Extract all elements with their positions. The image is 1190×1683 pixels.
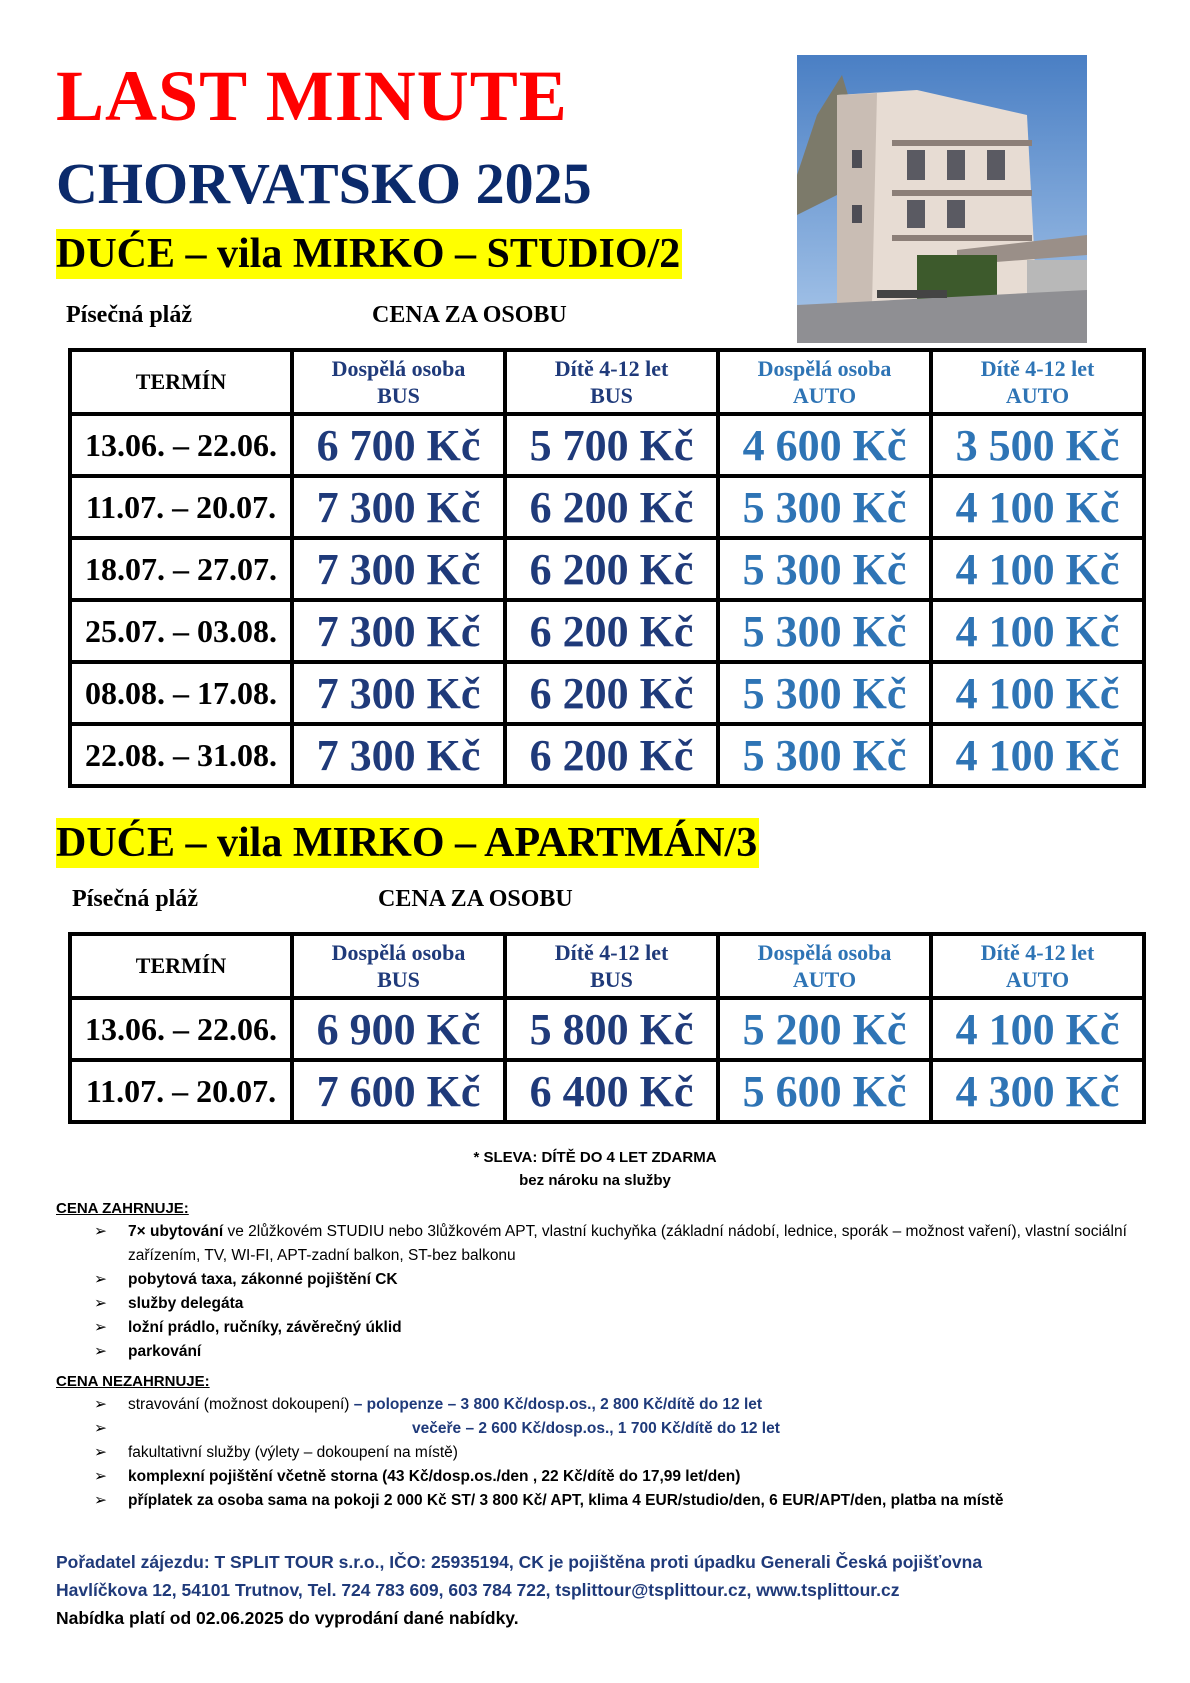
price-cell: 4 100 Kč [931, 600, 1144, 662]
term-cell: 11.07. – 20.07. [70, 476, 292, 538]
price-cell: 6 200 Kč [505, 538, 718, 600]
beach-label: Písečná pláž [72, 886, 198, 912]
price-cell: 5 600 Kč [718, 1060, 931, 1122]
price-cell: 7 300 Kč [292, 724, 505, 786]
price-cell: 6 700 Kč [292, 414, 505, 476]
arrow-bullet-icon: ➢ [94, 1492, 107, 1509]
price-cell: 4 100 Kč [931, 476, 1144, 538]
price-cell: 5 300 Kč [718, 600, 931, 662]
footer [56, 1548, 1156, 1632]
price-cell: 7 300 Kč [292, 476, 505, 538]
column-header: TERMÍN [70, 934, 292, 998]
term-cell: 18.07. – 27.07. [70, 538, 292, 600]
price-cell: 5 300 Kč [718, 662, 931, 724]
price-cell: 3 500 Kč [931, 414, 1144, 476]
column-header: Dospělá osoba BUS [292, 350, 505, 414]
price-cell: 4 300 Kč [931, 1060, 1144, 1122]
discount-condition: bez nároku na služby [519, 1172, 671, 1189]
price-cell: 6 400 Kč [505, 1060, 718, 1122]
term-cell: 13.06. – 22.06. [70, 414, 292, 476]
arrow-bullet-icon: ➢ [94, 1468, 107, 1485]
price-cell: 4 100 Kč [931, 998, 1144, 1060]
table-header-row [70, 934, 1144, 998]
arrow-bullet-icon: ➢ [94, 1295, 107, 1312]
table-row [70, 1060, 1144, 1122]
term-cell: 13.06. – 22.06. [70, 998, 292, 1060]
country-title: CHORVATSKO 2025 [56, 151, 592, 216]
arrow-bullet-icon: ➢ [94, 1271, 107, 1288]
list-item: ➢ pobytová taxa, zákonné pojištění CK [94, 1268, 1134, 1292]
price-cell: 7 300 Kč [292, 662, 505, 724]
organizer-line: Pořadatel zájezdu: T SPLIT TOUR s.r.o., IČO: 25935194, CK je pojištěna proti úpadku Generali Česká pojišťovna [56, 1552, 983, 1572]
column-header: Dospělá osoba AUTO [718, 934, 931, 998]
arrow-bullet-icon: ➢ [94, 1223, 107, 1240]
table-row [70, 998, 1144, 1060]
table-row [70, 724, 1144, 786]
validity-line: Nabídka platí od 02.06.2025 do vyprodání dané nabídky. [56, 1608, 519, 1628]
term-cell: 08.08. – 17.08. [70, 662, 292, 724]
price-cell: 6 200 Kč [505, 724, 718, 786]
price-cell: 5 300 Kč [718, 724, 931, 786]
column-header: Dítě 4-12 let AUTO [931, 350, 1144, 414]
list-item: ➢ příplatek za osoba sama na pokoji 2 000 Kč ST/ 3 800 Kč/ APT, klima 4 EUR/studio/den, 6 EUR/APT/den, platba na místě [94, 1489, 1154, 1513]
list-item: ➢ komplexní pojištění včetně storna (43 Kč/dosp.os./den , 22 Kč/dítě do 17,99 let/den) [94, 1465, 1154, 1489]
list-item: ➢ večeře – 2 600 Kč/dosp.os., 1 700 Kč/dítě do 12 let [94, 1417, 1154, 1441]
list-item: ➢ služby delegáta [94, 1292, 1134, 1316]
price-cell: 4 100 Kč [931, 724, 1144, 786]
excludes-title: CENA NEZAHRNUJE: [56, 1373, 210, 1390]
column-header: Dospělá osoba AUTO [718, 350, 931, 414]
column-header: Dospělá osoba BUS [292, 934, 505, 998]
price-table-studio [68, 348, 1146, 788]
term-cell: 22.08. – 31.08. [70, 724, 292, 786]
price-cell: 7 600 Kč [292, 1060, 505, 1122]
discount-line: * SLEVA: DÍTĚ DO 4 LET ZDARMA [473, 1149, 717, 1166]
excludes-list [94, 1393, 1154, 1513]
list-item: ➢ fakultativní služby (výlety – dokoupení na místě) [94, 1441, 1154, 1465]
offer-heading-studio: DUĆE – vila MIRKO – STUDIO/2 [56, 231, 681, 277]
arrow-bullet-icon: ➢ [94, 1396, 107, 1413]
price-cell: 7 300 Kč [292, 538, 505, 600]
price-cell: 5 800 Kč [505, 998, 718, 1060]
price-per-person-label: CENA ZA OSOBU [378, 886, 573, 912]
list-item: ➢ 7× ubytování ve 2lůžkovém STUDIU nebo 3lůžkovém APT, vlastní kuchyňka (základní nádobí, lednice, sporák – možnost vaření), vlastní sociální zařízením, TV, WI-FI, APT-zadní balkon, ST-bez balkonu [94, 1220, 1134, 1268]
table-row [70, 538, 1144, 600]
price-table-apartment [68, 932, 1146, 1124]
arrow-bullet-icon: ➢ [94, 1420, 107, 1437]
price-cell: 6 900 Kč [292, 998, 505, 1060]
price-cell: 5 200 Kč [718, 998, 931, 1060]
price-cell: 6 200 Kč [505, 600, 718, 662]
beach-label: Písečná pláž [66, 302, 192, 328]
term-cell: 11.07. – 20.07. [70, 1060, 292, 1122]
includes-list [94, 1220, 1134, 1364]
column-header: Dítě 4-12 let AUTO [931, 934, 1144, 998]
contact-line: Havlíčkova 12, 54101 Trutnov, Tel. 724 783 609, 603 784 722, tsplittour@tsplittour.cz, www.tsplittour.cz [56, 1580, 900, 1600]
column-header: TERMÍN [70, 350, 292, 414]
price-cell: 7 300 Kč [292, 600, 505, 662]
page-title: LAST MINUTE [56, 56, 568, 136]
list-item: ➢ stravování (možnost dokoupení) – polopenze – 3 800 Kč/dosp.os., 2 800 Kč/dítě do 12 let [94, 1393, 1154, 1417]
arrow-bullet-icon: ➢ [94, 1343, 107, 1360]
column-header: Dítě 4-12 let BUS [505, 934, 718, 998]
column-header: Dítě 4-12 let BUS [505, 350, 718, 414]
discount-note [0, 1146, 1190, 1192]
list-item: ➢ parkování [94, 1340, 1134, 1364]
villa-photo [797, 55, 1087, 343]
price-cell: 4 100 Kč [931, 662, 1144, 724]
price-cell: 4 600 Kč [718, 414, 931, 476]
price-cell: 6 200 Kč [505, 476, 718, 538]
term-cell: 25.07. – 03.08. [70, 600, 292, 662]
arrow-bullet-icon: ➢ [94, 1444, 107, 1461]
table-header-row [70, 350, 1144, 414]
table-row [70, 414, 1144, 476]
price-per-person-label: CENA ZA OSOBU [372, 302, 567, 328]
list-item: ➢ ložní prádlo, ručníky, závěrečný úklid [94, 1316, 1134, 1340]
offer-heading-apartment: DUĆE – vila MIRKO – APARTMÁN/3 [56, 820, 758, 866]
table-row [70, 662, 1144, 724]
price-cell: 4 100 Kč [931, 538, 1144, 600]
price-cell: 6 200 Kč [505, 662, 718, 724]
arrow-bullet-icon: ➢ [94, 1319, 107, 1336]
includes-title: CENA ZAHRNUJE: [56, 1200, 189, 1217]
price-cell: 5 700 Kč [505, 414, 718, 476]
table-row [70, 600, 1144, 662]
price-cell: 5 300 Kč [718, 476, 931, 538]
price-cell: 5 300 Kč [718, 538, 931, 600]
table-row [70, 476, 1144, 538]
